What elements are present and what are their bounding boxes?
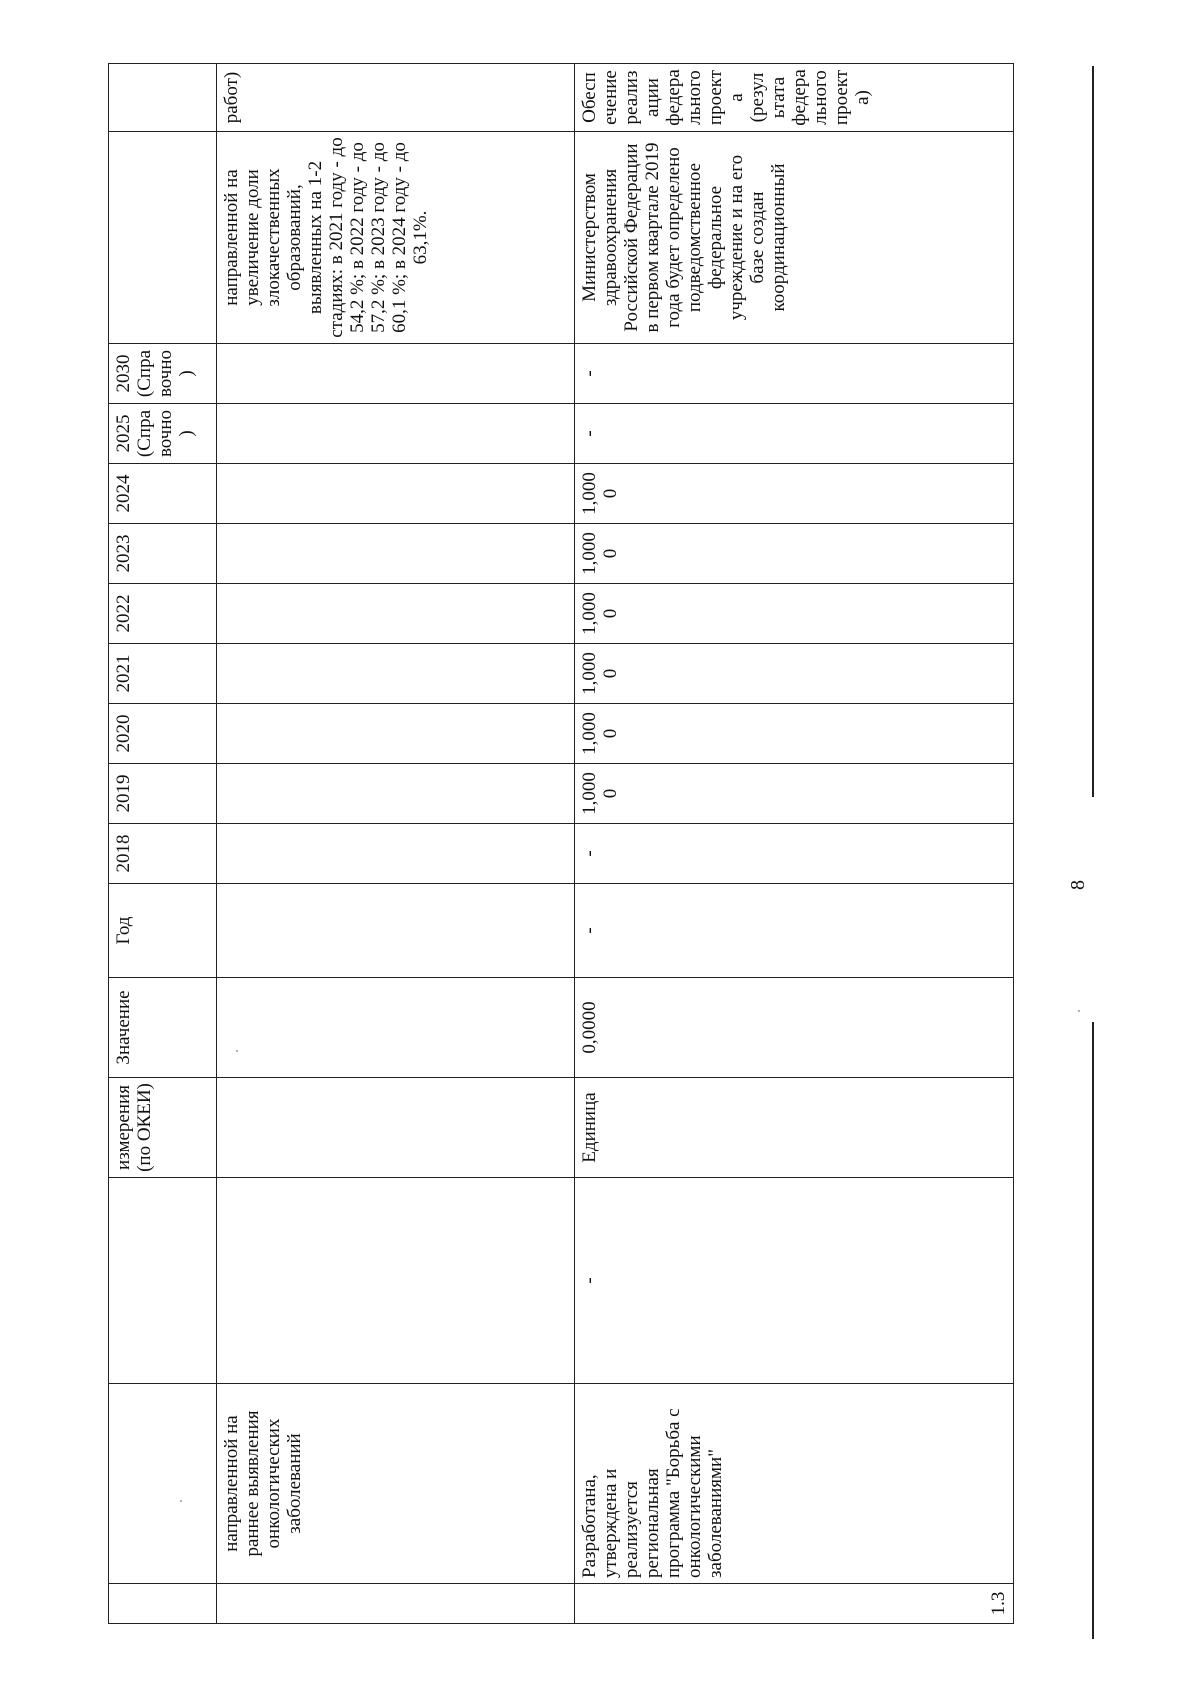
row-prev-2018 — [217, 824, 575, 884]
header-type-cell — [109, 64, 217, 132]
row-prev-year — [217, 884, 575, 978]
scan-speck — [1078, 1010, 1080, 1012]
row-prev-name: направленной на раннее выявления онкологических заболеваний — [217, 1384, 575, 1584]
header-year-2023: 2023 — [109, 524, 217, 584]
row-13-2024: 1,0000 — [575, 464, 1014, 524]
row-prev-2030 — [217, 344, 575, 404]
row-13-description: Министерством здравоохранения Российской Федерации в первом квартале 2019 года будет определено подведомственное федеральное учреждение и на его базе создан координационный — [575, 132, 1014, 344]
indicators-table — [108, 63, 1014, 1624]
header-description-cell — [109, 132, 217, 344]
row-prev-type: работ) — [217, 64, 575, 132]
row-prev-description: направленной на увеличение доли злокачественных образований, выявленных на 1-2 стадиях: в 2021 году - до 54,2 %; в 2022 году - до 57,2 %; в 2023 году - до 60,1 %; в 2024 году - до 63,1%. — [217, 132, 575, 344]
row-prev-unit — [217, 1078, 575, 1178]
row-prev-value — [217, 978, 575, 1078]
row-prev-num — [217, 1584, 575, 1624]
header-year-2021: 2021 — [109, 644, 217, 704]
header-unit-cell: измерения (по ОКЕИ) — [109, 1078, 217, 1178]
row-13-value: 0,0000 — [575, 978, 1014, 1078]
row-13-2022: 1,0000 — [575, 584, 1014, 644]
row-prev-2022 — [217, 584, 575, 644]
row-13-unit: Единица — [575, 1078, 1014, 1178]
header-year-2018: 2018 — [109, 824, 217, 884]
row-prev-2025 — [217, 404, 575, 464]
row-13-2025: - — [575, 404, 1014, 464]
header-year-2019: 2019 — [109, 764, 217, 824]
rotated-table-wrapper — [108, 64, 1013, 1624]
row-13-2023: 1,0000 — [575, 524, 1014, 584]
row-13-2020: 1,0000 — [575, 704, 1014, 764]
divider-line — [1092, 1022, 1094, 1639]
row-13-2019: 1,0000 — [575, 764, 1014, 824]
row-prev-2019 — [217, 764, 575, 824]
row-13-type: Обеспечение реализации федерального проекта (результата федерального проекта) — [575, 64, 1014, 132]
table-row — [217, 64, 575, 1624]
header-name-cell — [109, 1384, 217, 1584]
page-number: 8 — [1067, 880, 1089, 890]
header-value-cell: Значение — [109, 978, 217, 1078]
row-13-2030: - — [575, 344, 1014, 404]
row-prev-2021 — [217, 644, 575, 704]
header-year-2020: 2020 — [109, 704, 217, 764]
row-prev-deadline — [217, 1178, 575, 1384]
header-year-2022: 2022 — [109, 584, 217, 644]
row-13-deadline: - — [575, 1178, 1014, 1384]
scan-speck — [236, 1050, 238, 1052]
row-prev-2020 — [217, 704, 575, 764]
row-13-year: - — [575, 884, 1014, 978]
row-prev-2023 — [217, 524, 575, 584]
header-year-cell: Год — [109, 884, 217, 978]
header-year-2025: 2025 (Справочно) — [109, 404, 217, 464]
row-13-num: 1.3 — [575, 1584, 1014, 1624]
scan-speck — [180, 1500, 182, 1502]
table-row — [575, 64, 1014, 1624]
divider-line — [1092, 66, 1094, 797]
row-13-2018: - — [575, 824, 1014, 884]
row-prev-2024 — [217, 464, 575, 524]
row-13-name: Разработана, утверждена и реализуется региональная программа "Борьба с онкологическими заболеваниями" — [575, 1384, 1014, 1584]
header-year-2030: 2030 (Справочно) — [109, 344, 217, 404]
header-deadline-cell — [109, 1178, 217, 1384]
header-year-2024: 2024 — [109, 464, 217, 524]
header-num-cell — [109, 1584, 217, 1624]
row-13-2021: 1,0000 — [575, 644, 1014, 704]
header-row — [109, 64, 217, 1624]
